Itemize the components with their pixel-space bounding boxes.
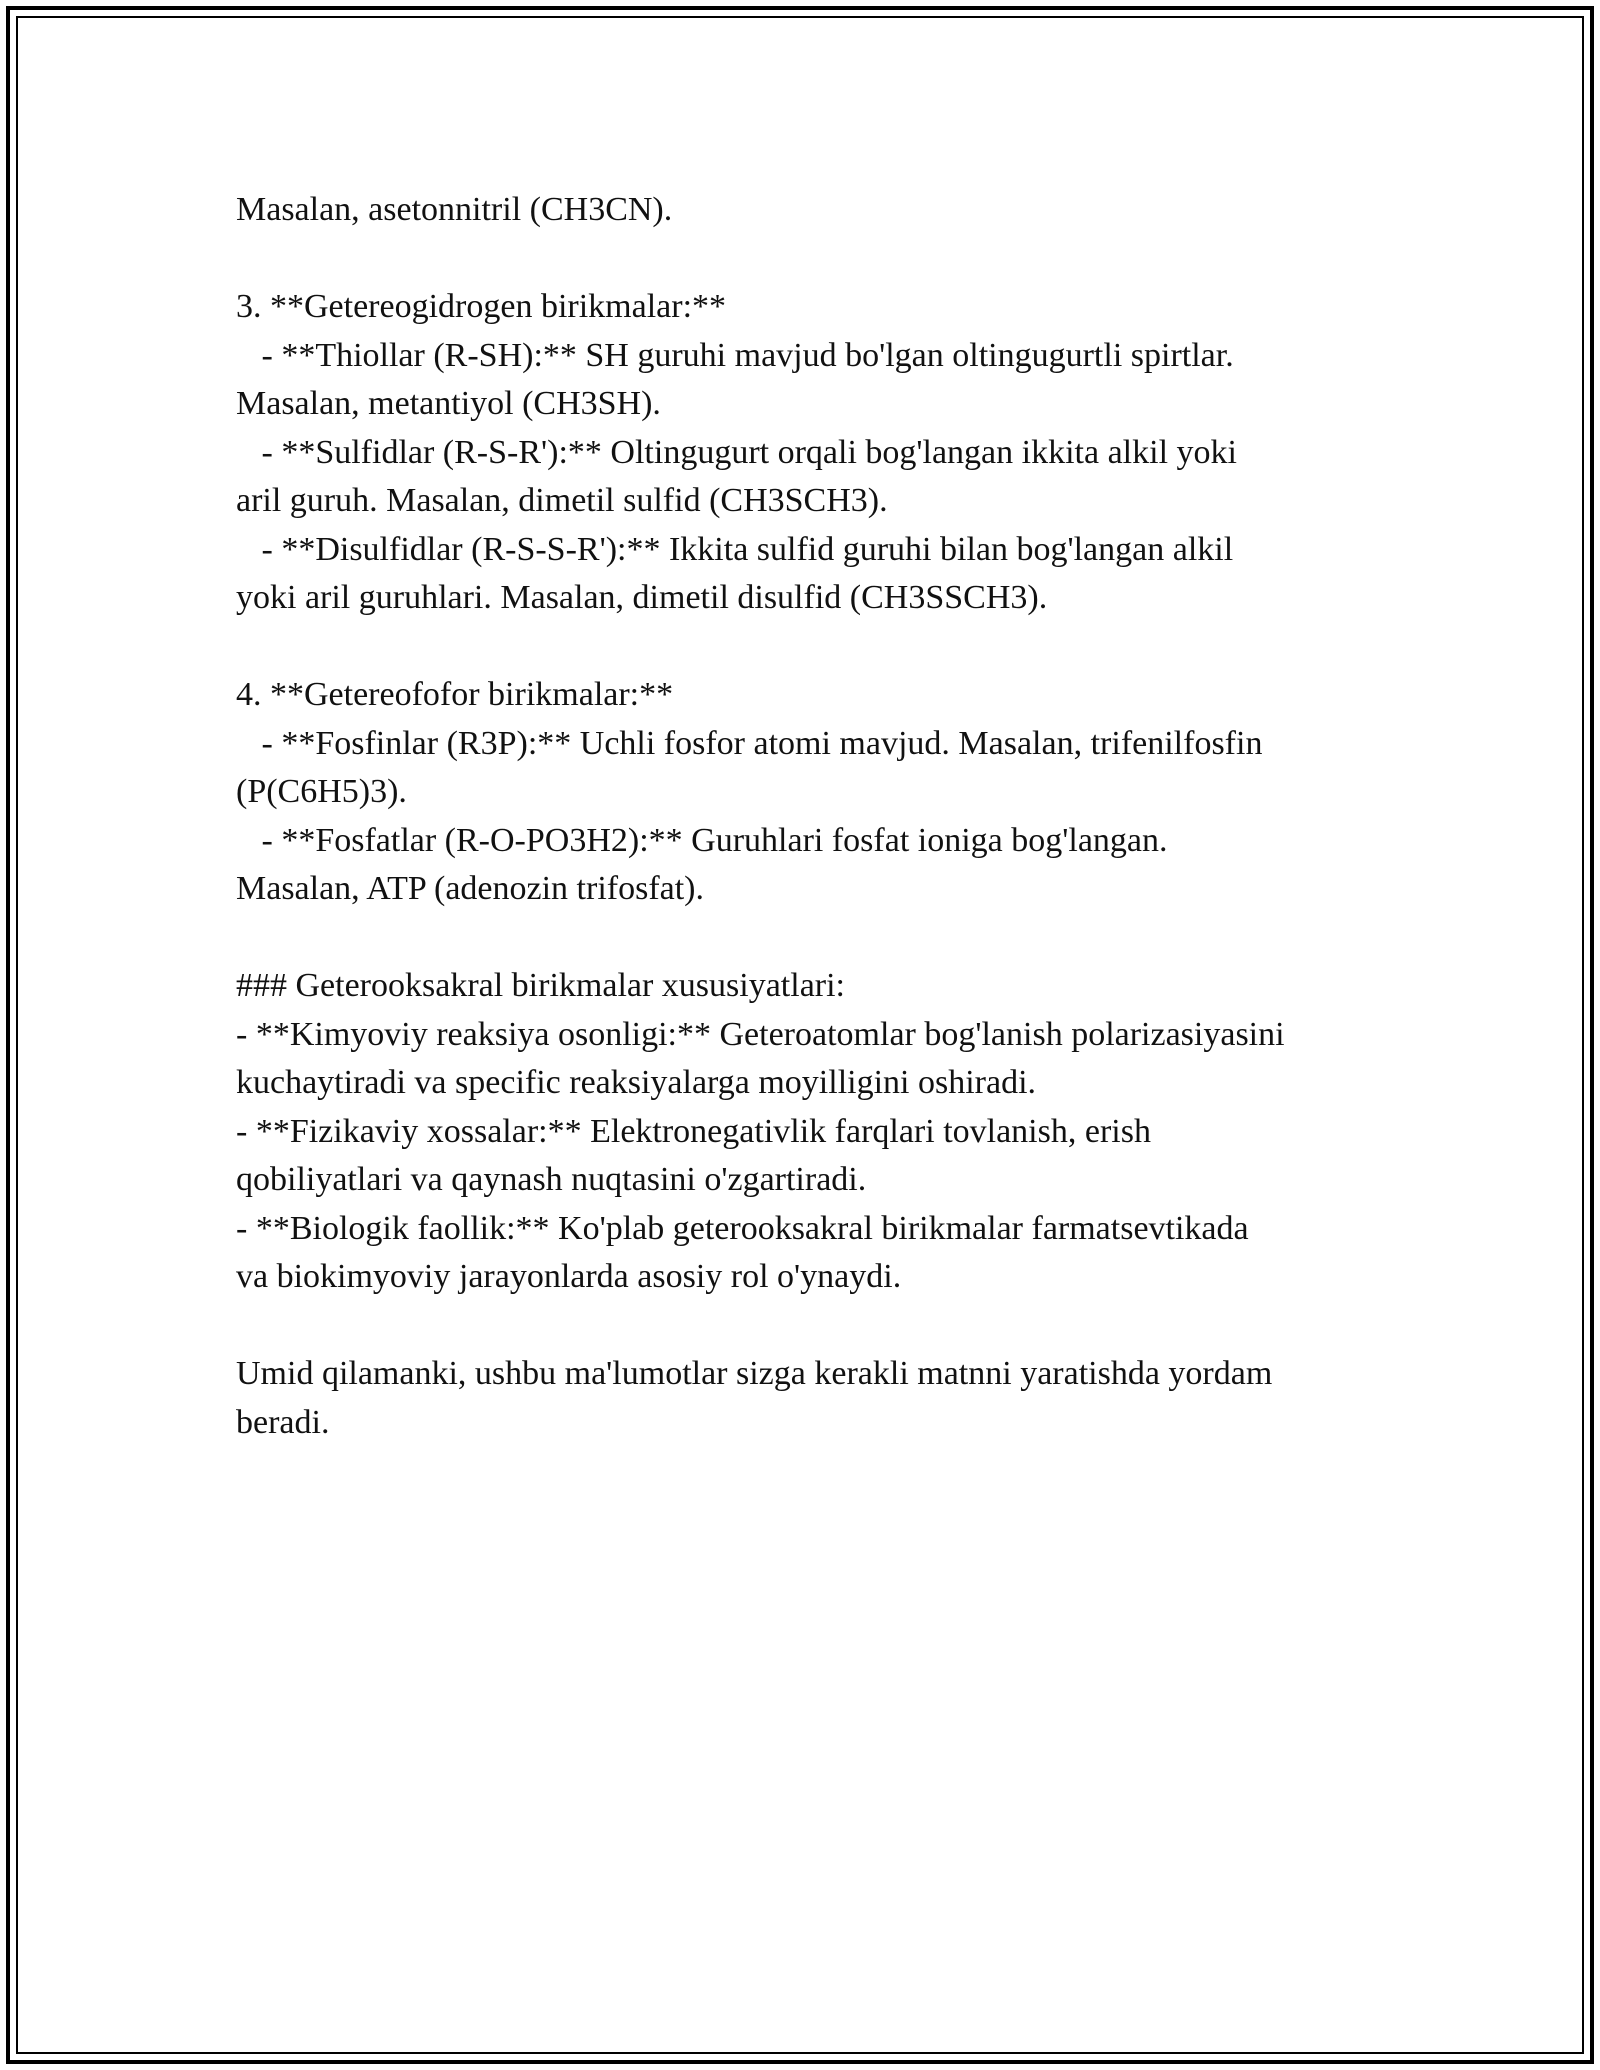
text-line: Masalan, asetonnitril (CH3CN). [236,191,673,228]
list-item-disulfidlar: - **Disulfidlar (R-S-S-R'):** Ikkita sulfid guruhi bilan bog'langan alkil [236,530,1234,568]
section-heading: 4. **Getereofofor birikmalar:** [236,676,674,713]
text-line: Masalan, ATP (adenozin trifosfat). [236,870,704,907]
list-item-sulfidlar: - **Sulfidlar (R-S-R'):** Oltingugurt orqali bog'langan ikkita alkil yoki [236,433,1237,471]
text-line: yoki aril guruhlari. Masalan, dimetil disulfid (CH3SSCH3). [236,579,1048,616]
text-line: (P(C6H5)3). [236,773,407,810]
list-item-fosfinlar: - **Fosfinlar (R3P):** Uchli fosfor atomi mavjud. Masalan, trifenilfosfin [236,724,1263,762]
text-line: beradi. [236,1403,330,1441]
text-line: Masalan, metantiyol (CH3SH). [236,385,661,422]
section-heading: ### Geterooksakral birikmalar xususiyatlari: [236,967,845,1004]
list-item-fosfatlar: - **Fosfatlar (R-O-PO3H2):** Guruhlari fosfat ioniga bog'langan. [236,821,1168,859]
blank-line [236,623,1396,672]
list-item-fizikaviy: - **Fizikaviy xossalar:** Elektronegativlik farqlari tovlanish, erish [236,1112,1151,1150]
text-line: va biokimyoviy jarayonlarda asosiy rol o'ynaydi. [236,1258,902,1295]
text-line: aril guruh. Masalan, dimetil sulfid (CH3SCH3). [236,482,888,519]
list-item-thiollar: - **Thiollar (R-SH):** SH guruhi mavjud bo'lgan oltingugurtli spirtlar. [236,336,1234,374]
list-item-biologik: - **Biologik faollik:** Ko'plab geterooksakral birikmalar farmatsevtikada [236,1209,1249,1247]
closing-paragraph: Umid qilamanki, ushbu ma'lumotlar sizga kerakli matnni yaratishda yordam [236,1355,1273,1392]
document-body [236,186,1396,1447]
blank-line [236,914,1396,963]
text-line: qobiliyatlari va qaynash nuqtasini o'zgartiradi. [236,1161,867,1198]
blank-line [236,235,1396,284]
list-item-kimyoviy: - **Kimyoviy reaksiya osonligi:** Geteroatomlar bog'lanish polarizasiyasini [236,1015,1285,1053]
section-heading: 3. **Getereogidrogen birikmalar:** [236,288,727,325]
blank-line [236,1302,1396,1351]
text-line: kuchaytiradi va specific reaksiyalarga moyilligini oshiradi. [236,1064,1037,1101]
